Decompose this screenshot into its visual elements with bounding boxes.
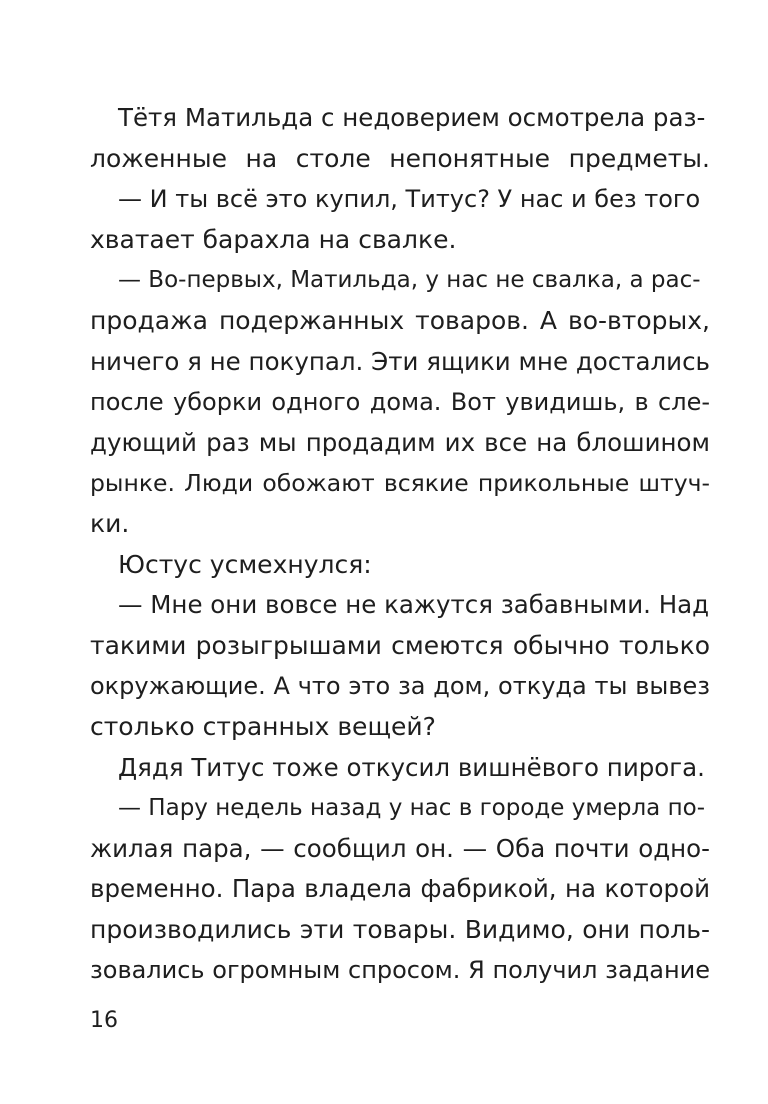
text-line: — И ты всё это купил, Титус? У нас и без того bbox=[118, 185, 701, 214]
text-line: — Мне они вовсе не кажутся забавными. Над bbox=[118, 590, 710, 620]
text-line: Юстус усмехнулся: bbox=[118, 549, 372, 579]
text-line: — Пару недель назад у нас в городе умерла по- bbox=[118, 795, 705, 822]
text-line: жилая пара, — сообщил он. — Оба почти одно- bbox=[90, 833, 710, 863]
text-line: после уборки одного дома. Вот увидишь, в сле- bbox=[90, 388, 710, 417]
text-line: столько странных вещей? bbox=[90, 711, 436, 741]
page-number: 16 bbox=[90, 1008, 118, 1033]
text-line: рынке. Люди обожают всякие прикольные штуч- bbox=[90, 469, 710, 498]
text-line: ложенные на столе непонятные предметы. bbox=[90, 143, 710, 173]
text-line: Дядя Титус тоже откусил вишнёвого пирога. bbox=[118, 752, 705, 782]
body-text bbox=[90, 98, 710, 991]
text-line: зовались огромным спросом. Я получил задание bbox=[90, 956, 710, 985]
text-line: дующий раз мы продадим их все на блошином bbox=[90, 427, 710, 457]
text-line: ничего я не покупал. Эти ящики мне достались bbox=[90, 346, 710, 376]
text-line: окружающие. А что это за дом, откуда ты вывез bbox=[90, 672, 710, 701]
text-line: ки. bbox=[90, 508, 130, 538]
text-line: — Во-первых, Матильда, у нас не свалка, а рас- bbox=[118, 267, 701, 294]
text-line: производились эти товары. Видимо, они поль- bbox=[90, 914, 710, 944]
text-line: временно. Пара владела фабрикой, на которой bbox=[90, 874, 710, 904]
text-line: Тётя Матильда с недоверием осмотрела раз- bbox=[118, 103, 706, 132]
text-line: хватает барахла на свалке. bbox=[90, 224, 457, 254]
text-line: продажа подержанных товаров. А во-вторых, bbox=[90, 305, 710, 335]
text-line: такими розыгрышами смеются обычно только bbox=[90, 630, 710, 660]
